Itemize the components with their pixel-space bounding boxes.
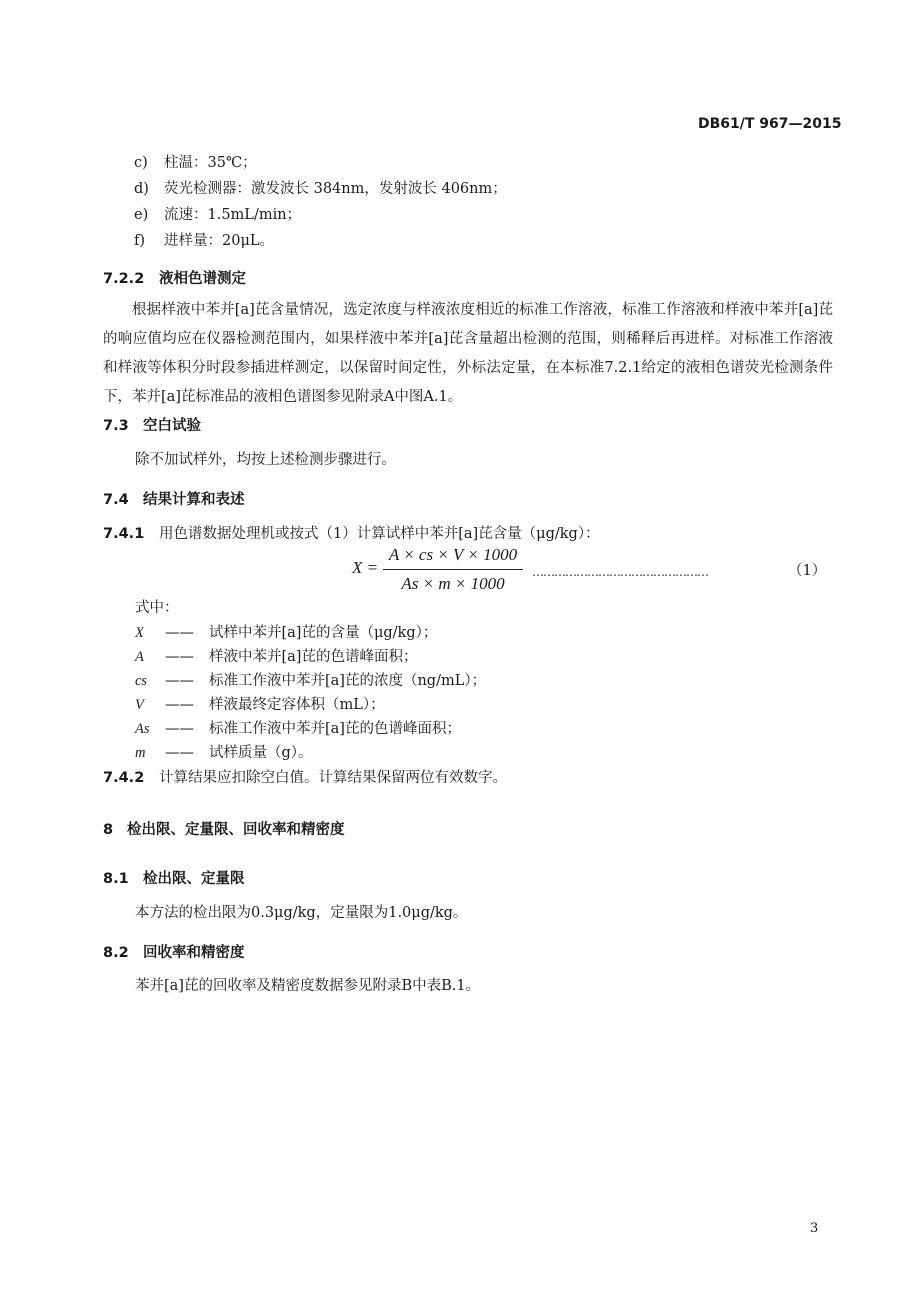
- section-heading-7-3: 7.3 空白试验: [103, 418, 201, 434]
- list-text: 进样量：20μL。: [164, 233, 275, 249]
- variable-desc: 标准工作液中苯并[a]芘的色谱峰面积；: [209, 721, 461, 737]
- variable-desc: 样液中苯并[a]芘的色谱峰面积；: [209, 649, 418, 665]
- variable-symbol: m: [135, 745, 146, 761]
- formula-lhs: X =: [352, 558, 379, 577]
- variable-desc: 试样质量（g）。: [209, 745, 313, 761]
- formula-dots: …………………………………………: [532, 565, 708, 579]
- clause-7-4-1: 7.4.1 用色谱数据处理机或按式（1）计算试样中苯并[a]芘含量（μg/kg）：: [103, 526, 600, 542]
- variable-symbol: A: [135, 649, 144, 665]
- list-label: f): [134, 233, 146, 249]
- dash: ——: [165, 649, 194, 665]
- variable-definition: [135, 719, 461, 739]
- formula-numerator: A × cs × V × 1000: [388, 545, 518, 564]
- paragraph-7-2-2: 根据样液中苯并[a]芘含量情况，选定浓度与样液浓度相近的标准工作溶液，标准工作溶液和样液中苯并[a]芘的响应值均应在仪器检测范围内，如果样液中苯并[a]芘含量超出检测的范围，则稀释后再进样。对标准工作溶液和样液等体积分时段参插进样测定，以保留时间定性，外标法定量，在本标准7.2.1给定的液相色谱荧光检测条件下，苯并[a]芘标准品的液相色谱图参见附录A中图A.1。: [103, 302, 833, 405]
- clause-7-4-2: 7.4.2 计算结果应扣除空白值。计算结果保留两位有效数字。: [103, 770, 507, 786]
- variable-desc: 样液最终定容体积（mL）；: [209, 697, 385, 713]
- equation-number: （1）: [788, 563, 827, 579]
- variable-definition: [135, 671, 486, 691]
- variable-definition: [135, 647, 417, 667]
- section-heading-8-1: 8.1 检出限、定量限: [103, 871, 245, 887]
- list-item: [134, 153, 257, 173]
- variable-symbol: As: [135, 721, 150, 737]
- list-item: [134, 231, 274, 251]
- paragraph-8-2: 苯并[a]芘的回收率及精密度数据参见附录B中表B.1。: [135, 978, 481, 994]
- formula-denominator: As × m × 1000: [401, 574, 505, 593]
- list-item: [134, 205, 301, 225]
- dash: ——: [165, 673, 194, 689]
- dash: ——: [165, 697, 194, 713]
- variable-desc: 试样中苯并[a]芘的含量（μg/kg）；: [209, 625, 438, 641]
- variable-definition: [135, 743, 313, 763]
- variable-symbol: cs: [135, 673, 148, 689]
- variable-symbol: V: [135, 697, 144, 713]
- dash: ——: [165, 625, 194, 641]
- paragraph-8-1: 本方法的检出限为0.3μg/kg，定量限为1.0μg/kg。: [135, 905, 468, 921]
- list-text: 柱温：35℃；: [164, 155, 257, 171]
- variable-definition: [135, 695, 385, 715]
- variable-symbol: X: [135, 625, 144, 641]
- paragraph-7-3: 除不加试样外，均按上述检测步骤进行。: [135, 452, 396, 468]
- document-code: DB61/T 967—2015: [698, 116, 842, 132]
- section-heading-8: 8 检出限、定量限、回收率和精密度: [103, 822, 345, 838]
- list-item: [134, 179, 507, 199]
- variable-definition: [135, 623, 437, 643]
- dash: ——: [165, 721, 194, 737]
- section-heading-7-2-2: 7.2.2 液相色谱测定: [103, 271, 246, 287]
- section-heading-7-4: 7.4 结果计算和表述: [103, 492, 245, 508]
- section-heading-8-2: 8.2 回收率和精密度: [103, 945, 245, 961]
- page-number: 3: [810, 1221, 819, 1236]
- where-label: 式中：: [135, 600, 179, 616]
- variable-desc: 标准工作液中苯并[a]芘的浓度（ng/mL）；: [209, 673, 487, 689]
- dash: ——: [165, 745, 194, 761]
- list-label: c): [134, 155, 148, 171]
- list-label: e): [134, 207, 149, 223]
- list-text: 荧光检测器：激发波长 384nm，发射波长 406nm；: [164, 181, 507, 197]
- list-text: 流速：1.5mL/min；: [164, 207, 302, 223]
- fraction-line: [383, 569, 523, 570]
- list-label: d): [134, 181, 149, 197]
